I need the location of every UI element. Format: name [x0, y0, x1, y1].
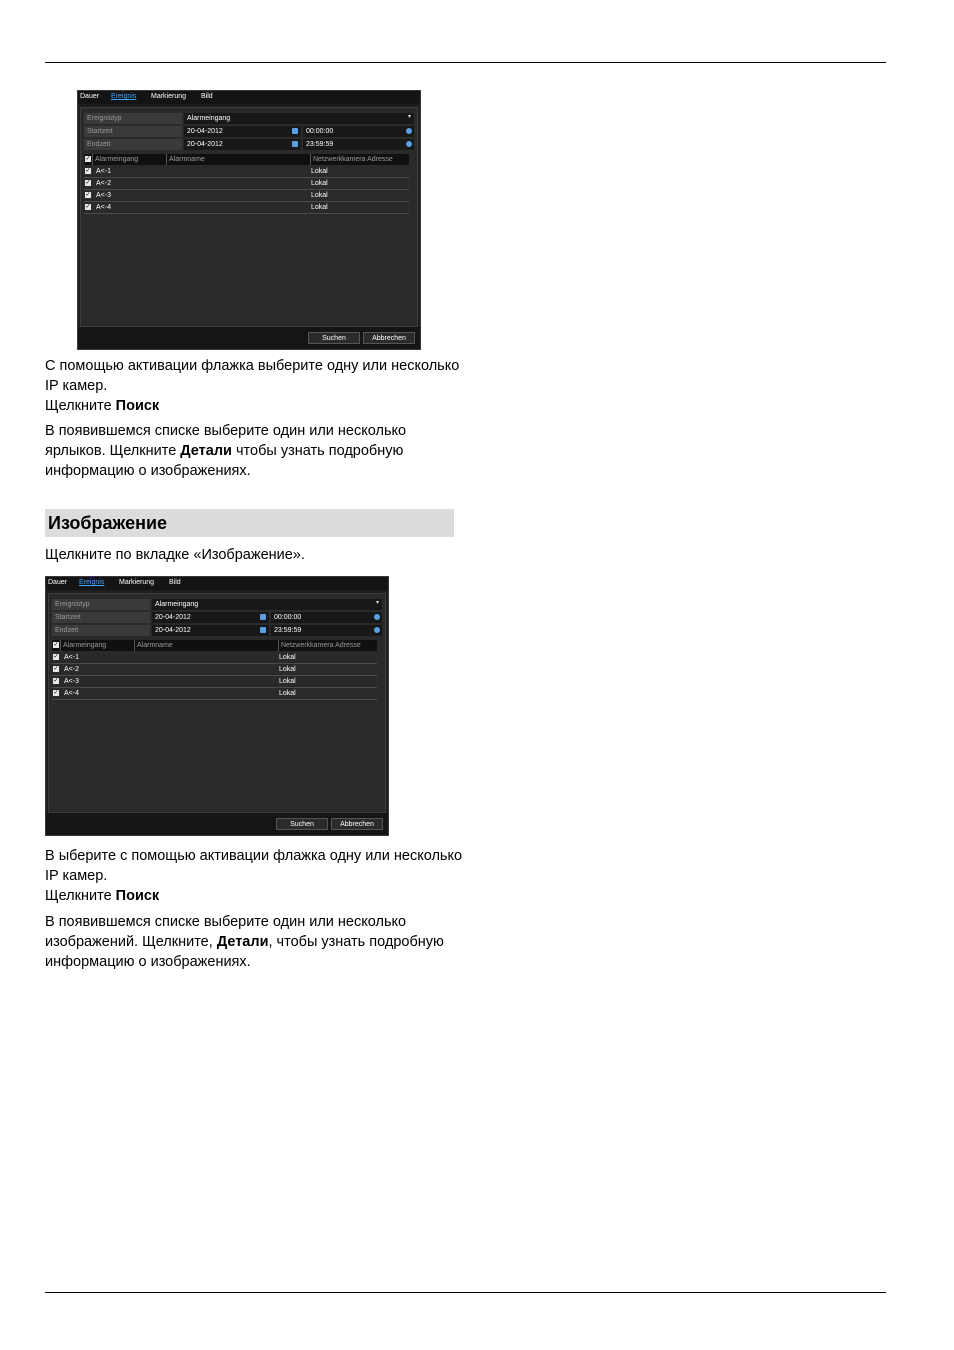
tab-markierung[interactable]: Markierung: [151, 93, 187, 100]
alarm-input-cell: A<-1: [64, 654, 79, 661]
alarm-input-cell: A<-3: [64, 678, 79, 685]
column-header: Netzwerkkamera Adresse: [310, 154, 414, 165]
table-row[interactable]: [84, 178, 409, 190]
row-checkbox[interactable]: ✓: [53, 654, 59, 660]
dvr-search-panel-1: [77, 90, 421, 350]
clock-icon[interactable]: [406, 128, 412, 134]
start-time-label: Startzeit: [84, 126, 182, 137]
panel-footer: [46, 813, 388, 835]
calendar-icon[interactable]: [292, 128, 298, 134]
chevron-down-icon[interactable]: ▾: [407, 114, 411, 120]
calendar-icon[interactable]: [260, 627, 266, 633]
alarm-input-cell: A<-3: [96, 192, 111, 199]
address-cell: Lokal: [311, 192, 328, 199]
start-time-label: Startzeit: [52, 612, 150, 623]
address-cell: Lokal: [279, 666, 296, 673]
tab-markierung[interactable]: Markierung: [119, 579, 155, 586]
event-type-label: Ereignistyp: [84, 113, 182, 124]
start-time-field[interactable]: 00:00:00: [303, 126, 414, 137]
row-checkbox[interactable]: ✓: [85, 192, 91, 198]
row-checkbox[interactable]: ✓: [53, 678, 59, 684]
tab-dauer[interactable]: Dauer: [48, 579, 68, 586]
select-all-checkbox[interactable]: ✓: [85, 156, 91, 162]
address-cell: Lokal: [279, 678, 296, 685]
table-row[interactable]: [52, 664, 377, 676]
table-header: [84, 154, 409, 165]
address-cell: Lokal: [311, 204, 328, 211]
table-row[interactable]: [84, 202, 409, 214]
dvr-search-panel-2: [45, 576, 389, 836]
tab-bar: [46, 577, 388, 590]
column-header: Netzwerkkamera Adresse: [278, 640, 382, 651]
table-row[interactable]: [52, 652, 377, 664]
instruction-select-cameras: С помощью активации флажка выберите одну или несколько IP камер. Щелкните Поиск: [45, 358, 460, 414]
alarm-input-cell: A<-2: [96, 180, 111, 187]
row-checkbox[interactable]: ✓: [53, 666, 59, 672]
cancel-button[interactable]: Abbrechen: [363, 332, 415, 344]
section-heading: Изображение: [45, 509, 454, 537]
address-cell: Lokal: [311, 180, 328, 187]
event-type-row: [52, 599, 382, 611]
end-time-row: [84, 139, 414, 151]
end-time-label: Endzeit: [84, 139, 182, 150]
event-type-row: [84, 113, 414, 125]
end-time-row: [52, 625, 382, 637]
row-checkbox[interactable]: ✓: [85, 168, 91, 174]
footer-rule: [45, 1292, 886, 1293]
table-row[interactable]: [84, 190, 409, 202]
event-type-label: Ereignistyp: [52, 599, 150, 610]
search-button[interactable]: Suchen: [276, 818, 328, 830]
end-time-field[interactable]: 23:59:59: [303, 139, 414, 150]
cancel-button[interactable]: Abbrechen: [331, 818, 383, 830]
column-header: Alarmeingang: [60, 640, 134, 651]
address-cell: Lokal: [279, 654, 296, 661]
end-time-label: Endzeit: [52, 625, 150, 636]
tab-ereignis[interactable]: Ereignis: [111, 93, 137, 100]
end-time-field[interactable]: 23:59:59: [271, 625, 382, 636]
calendar-icon[interactable]: [292, 141, 298, 147]
alarm-input-cell: A<-1: [96, 168, 111, 175]
start-date-field[interactable]: 20-04-2012: [152, 612, 269, 623]
table-header: [52, 640, 377, 651]
tab-bild[interactable]: Bild: [169, 579, 181, 586]
address-cell: Lokal: [311, 168, 328, 175]
table-row[interactable]: [84, 166, 409, 178]
panel-body: [80, 107, 418, 327]
calendar-icon[interactable]: [260, 614, 266, 620]
tab-bar: [78, 91, 420, 104]
panel-body: [48, 593, 386, 813]
instruction-details-2: В появившемся списке выберите один или несколько изображений. Щелкните, Детали, чтобы узнать подробную информацию о изображениях.: [45, 914, 444, 970]
address-cell: Lokal: [279, 690, 296, 697]
chevron-down-icon[interactable]: ▾: [375, 600, 379, 606]
search-button[interactable]: Suchen: [308, 332, 360, 344]
column-header: Alarmname: [134, 640, 278, 651]
row-checkbox[interactable]: ✓: [53, 690, 59, 696]
panel-footer: [78, 327, 420, 349]
alarm-input-cell: A<-4: [96, 204, 111, 211]
table-row[interactable]: [52, 676, 377, 688]
start-time-row: [52, 612, 382, 624]
end-date-field[interactable]: 20-04-2012: [184, 139, 301, 150]
clock-icon[interactable]: [374, 627, 380, 633]
select-all-checkbox[interactable]: ✓: [53, 642, 59, 648]
table-row[interactable]: [52, 688, 377, 700]
column-header: Alarmeingang: [92, 154, 166, 165]
header-rule: [45, 62, 886, 63]
start-date-field[interactable]: 20-04-2012: [184, 126, 301, 137]
event-type-select[interactable]: Alarmeingang: [184, 113, 414, 124]
event-type-select[interactable]: Alarmeingang: [152, 599, 382, 610]
column-header: Alarmname: [166, 154, 310, 165]
instruction-details: В появившемся списке выберите один или несколько ярлыков. Щелкните Детали чтобы узнать подробную информацию о изображениях.: [45, 423, 407, 479]
tab-dauer[interactable]: Dauer: [80, 93, 100, 100]
tab-bild[interactable]: Bild: [201, 93, 213, 100]
start-time-field[interactable]: 00:00:00: [271, 612, 382, 623]
alarm-input-cell: A<-2: [64, 666, 79, 673]
tab-ereignis[interactable]: Ereignis: [79, 579, 105, 586]
instruction-click-tab: Щелкните по вкладке «Изображение».: [45, 547, 305, 563]
alarm-input-cell: A<-4: [64, 690, 79, 697]
clock-icon[interactable]: [374, 614, 380, 620]
row-checkbox[interactable]: ✓: [85, 204, 91, 210]
instruction-select-cameras-2: В ыберите с помощью активации флажка одну или несколько IP камер. Щелкните Поиск: [45, 848, 463, 904]
end-date-field[interactable]: 20-04-2012: [152, 625, 269, 636]
clock-icon[interactable]: [406, 141, 412, 147]
row-checkbox[interactable]: ✓: [85, 180, 91, 186]
start-time-row: [84, 126, 414, 138]
